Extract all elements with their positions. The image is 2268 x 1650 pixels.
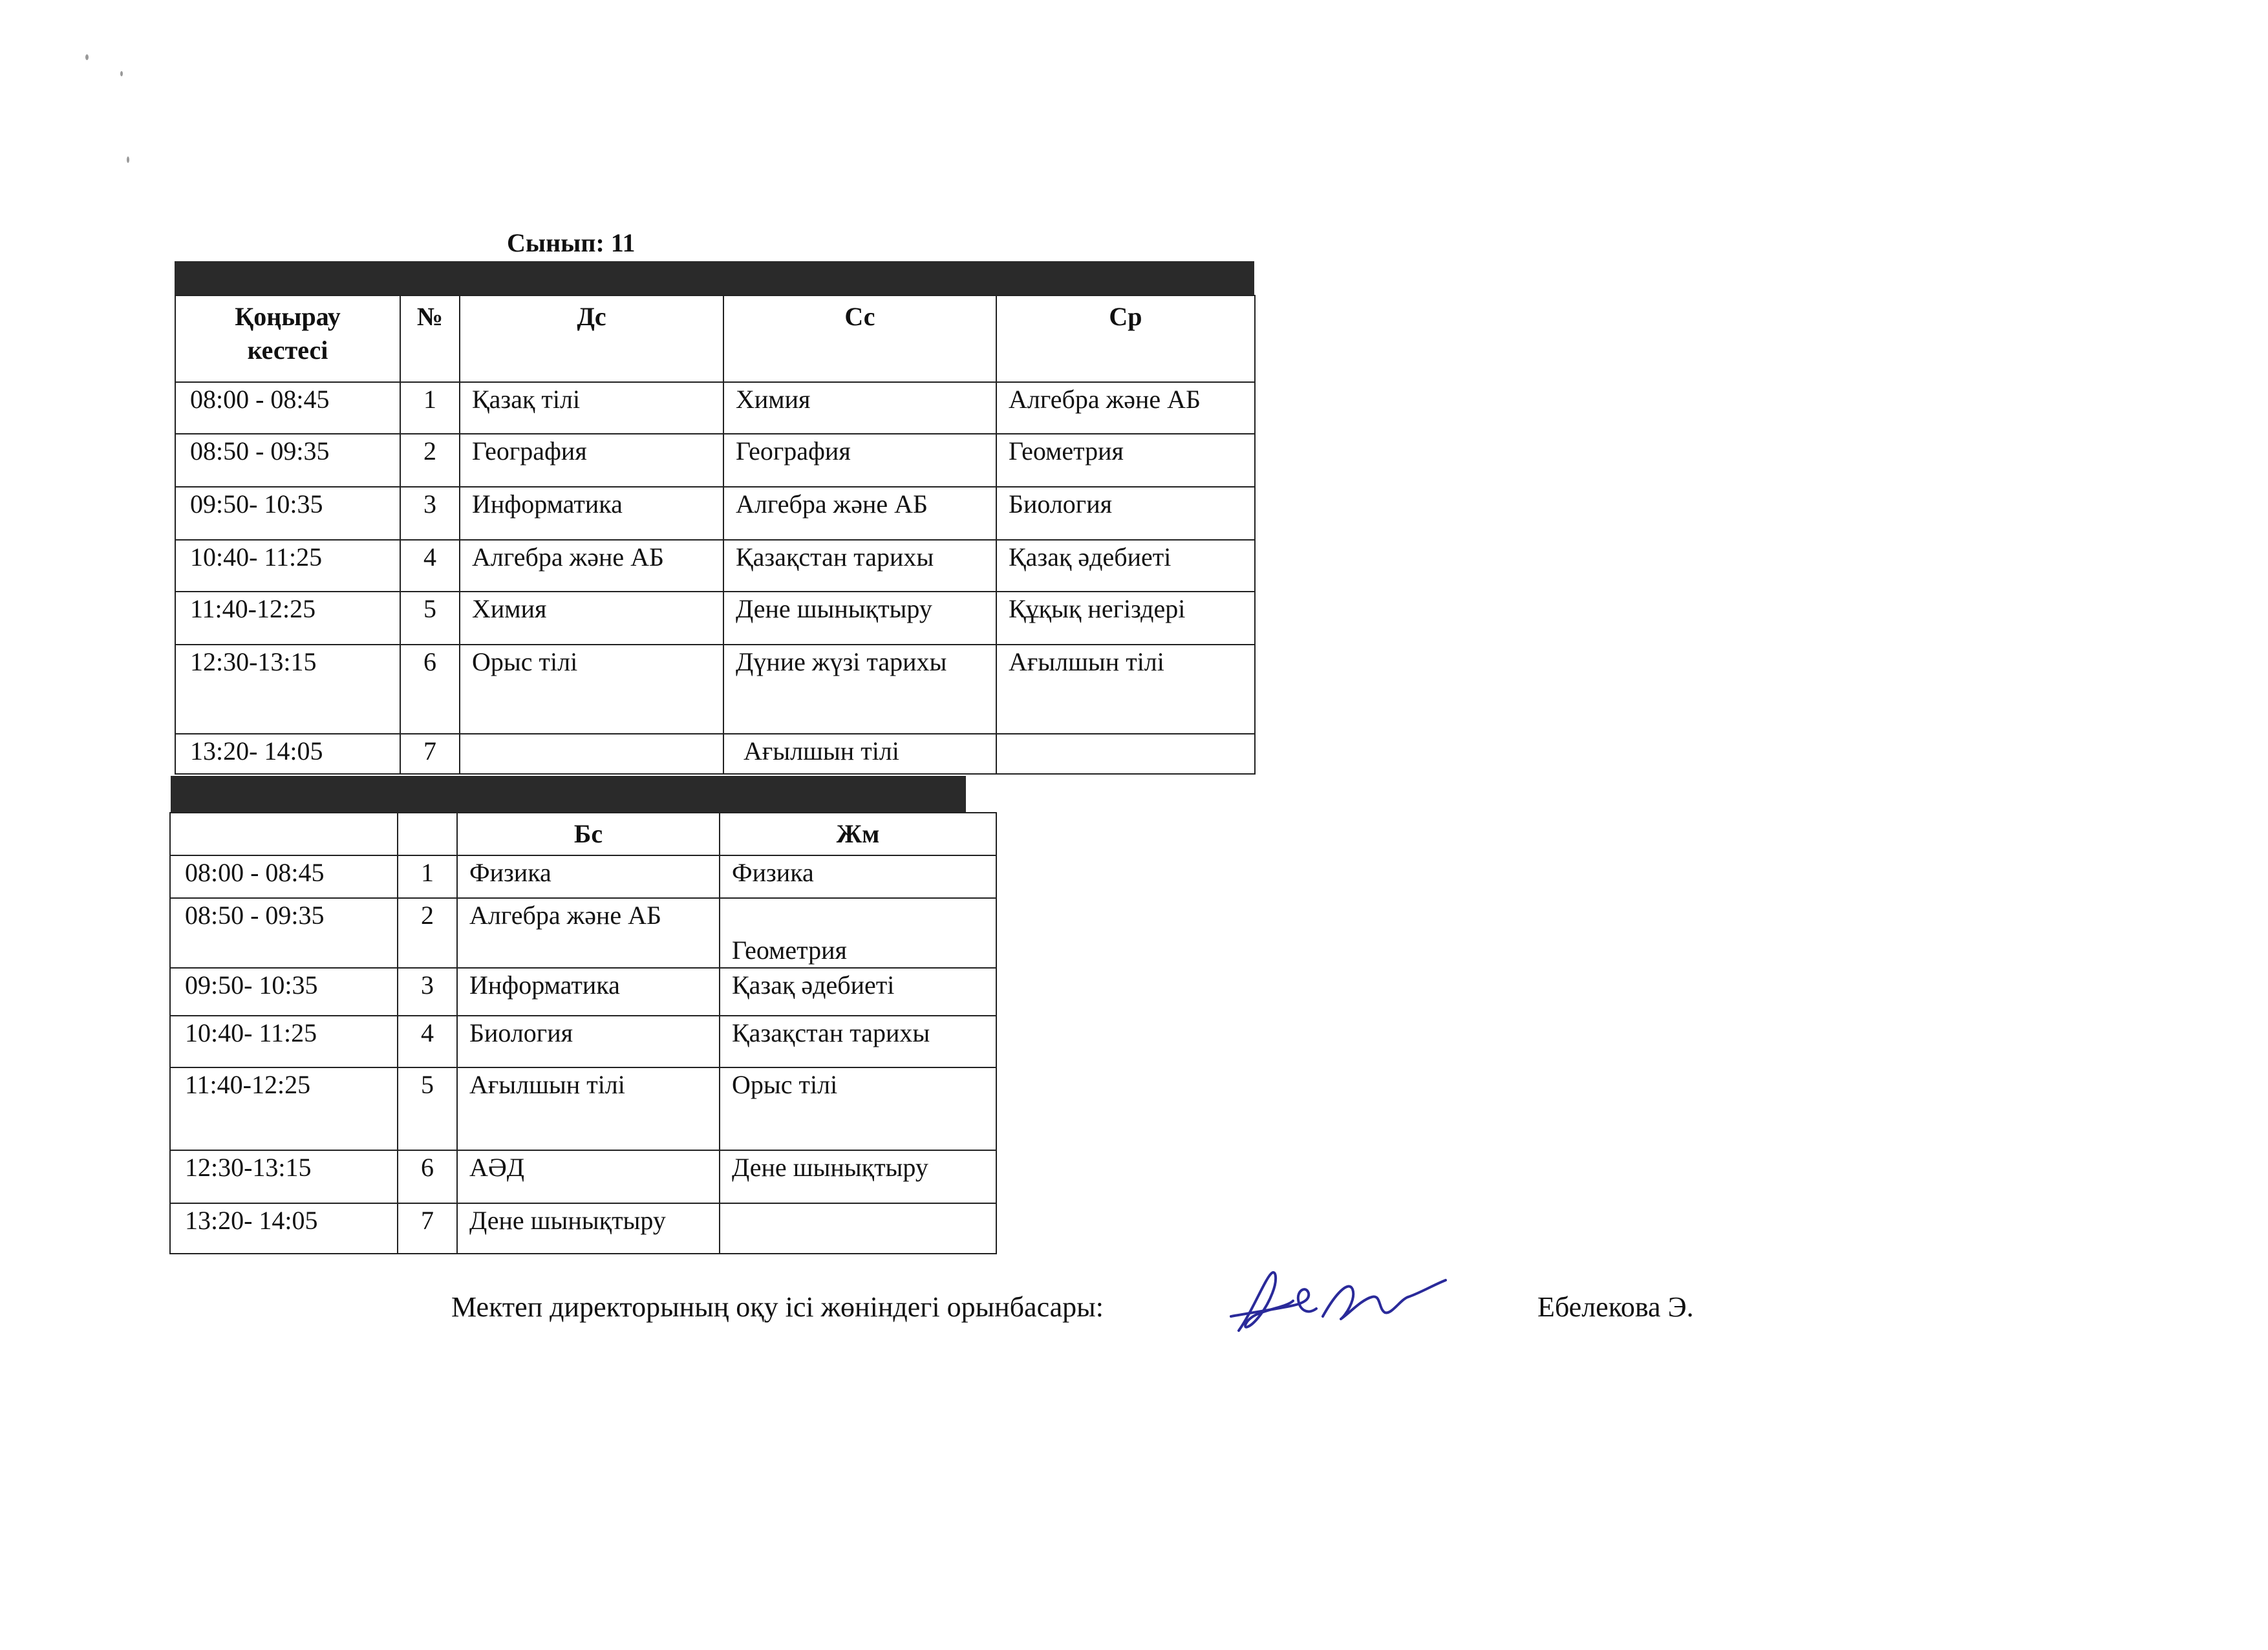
subject-cell: Информатика: [457, 968, 720, 1016]
lesson-number-cell: 2: [398, 898, 457, 968]
table-row: [170, 855, 996, 898]
time-cell: 09:50- 10:35: [170, 968, 398, 1016]
subject-cell: География: [723, 434, 996, 487]
time-cell: 08:50 - 09:35: [175, 434, 400, 487]
table-row: [170, 1150, 996, 1203]
scan-speck: [85, 54, 89, 60]
subject-cell: [460, 734, 723, 774]
subject-cell: Физика: [457, 855, 720, 898]
lesson-number-cell: 4: [400, 540, 460, 592]
time-cell: 08:00 - 08:45: [175, 382, 400, 434]
table-row: [170, 898, 996, 968]
lesson-number-cell: 1: [398, 855, 457, 898]
table-row: [170, 1067, 996, 1150]
column-header-fri: Жм: [720, 813, 996, 855]
column-header-wed: Ср: [996, 295, 1255, 382]
subject-cell: Химия: [723, 382, 996, 434]
class-title: Сынып: 11: [507, 228, 636, 257]
column-header-tue: Сс: [723, 295, 996, 382]
lesson-number-cell: 3: [400, 487, 460, 540]
subject-cell: Алгебра және АБ: [996, 382, 1255, 434]
time-cell: 09:50- 10:35: [175, 487, 400, 540]
signatory-name: Ебелекова Э.: [1537, 1291, 1694, 1323]
time-cell: 12:30-13:15: [170, 1150, 398, 1203]
column-header-bell-schedule: Қоңырау кестесі: [175, 295, 400, 382]
lesson-number-cell: 7: [400, 734, 460, 774]
table-row: [170, 968, 996, 1016]
table-row: [175, 540, 1255, 592]
deputy-director-label: Мектеп директорының оқу ісі жөніндегі орынбасары:: [451, 1291, 1104, 1323]
subject-cell: География: [460, 434, 723, 487]
subject-cell: Дене шынықтыру: [457, 1203, 720, 1254]
subject-cell: Ағылшын тілі: [996, 645, 1255, 734]
subject-cell: Қазақ тілі: [460, 382, 723, 434]
subject-cell: Алгебра және АБ: [723, 487, 996, 540]
subject-cell: Алгебра және АБ: [457, 898, 720, 968]
subject-cell: Қазақ әдебиеті: [996, 540, 1255, 592]
time-cell: 13:20- 14:05: [175, 734, 400, 774]
lesson-number-cell: 4: [398, 1016, 457, 1067]
subject-cell: Физика: [720, 855, 996, 898]
subject-cell: Геометрия: [996, 434, 1255, 487]
column-header-number: №: [400, 295, 460, 382]
subject-cell: Информатика: [460, 487, 723, 540]
table-row: [175, 734, 1255, 774]
subject-cell: Қазақстан тарихы: [720, 1016, 996, 1067]
table1-header-row: [175, 295, 1255, 382]
time-cell: 13:20- 14:05: [170, 1203, 398, 1254]
lesson-number-cell: 5: [400, 592, 460, 645]
table2-header-row: [170, 813, 996, 855]
subject-cell: Қазақ әдебиеті: [720, 968, 996, 1016]
time-cell: 12:30-13:15: [175, 645, 400, 734]
column-header-bell-schedule: [170, 813, 398, 855]
subject-cell: Орыс тілі: [720, 1067, 996, 1150]
subject-cell: Биология: [996, 487, 1255, 540]
subject-cell: [720, 1203, 996, 1254]
subject-cell: Орыс тілі: [460, 645, 723, 734]
time-cell: 10:40- 11:25: [175, 540, 400, 592]
subject-cell: Дене шынықтыру: [720, 1150, 996, 1203]
lesson-number-cell: 6: [398, 1150, 457, 1203]
time-cell: 11:40-12:25: [170, 1067, 398, 1150]
subject-cell: АӘД: [457, 1150, 720, 1203]
table1-header-band: [175, 261, 1254, 295]
lesson-number-cell: 6: [400, 645, 460, 734]
schedule-table-1: [175, 295, 1256, 775]
time-cell: 11:40-12:25: [175, 592, 400, 645]
time-cell: 08:50 - 09:35: [170, 898, 398, 968]
subject-cell: Дене шынықтыру: [723, 592, 996, 645]
lesson-number-cell: 2: [400, 434, 460, 487]
table2-header-band: [171, 776, 966, 812]
time-cell: 08:00 - 08:45: [170, 855, 398, 898]
signature: [1226, 1254, 1465, 1345]
lesson-number-cell: 7: [398, 1203, 457, 1254]
table-row: [175, 592, 1255, 645]
table-row: [175, 487, 1255, 540]
table-row: [170, 1016, 996, 1067]
scan-speck: [127, 156, 129, 163]
subject-cell: Дүние жүзі тарихы: [723, 645, 996, 734]
lesson-number-cell: 3: [398, 968, 457, 1016]
table-row: [175, 645, 1255, 734]
table-row: [175, 382, 1255, 434]
time-cell: 10:40- 11:25: [170, 1016, 398, 1067]
column-header-mon: Дс: [460, 295, 723, 382]
subject-cell: Ағылшын тілі: [723, 734, 996, 774]
subject-cell: Биология: [457, 1016, 720, 1067]
subject-cell: Химия: [460, 592, 723, 645]
subject-cell: Геометрия: [720, 898, 996, 968]
subject-cell: Құқық негіздері: [996, 592, 1255, 645]
subject-cell: [996, 734, 1255, 774]
schedule-table-2: [169, 812, 997, 1254]
table-row: [170, 1203, 996, 1254]
column-header-number: [398, 813, 457, 855]
table-row: [175, 434, 1255, 487]
column-header-thu: Бс: [457, 813, 720, 855]
scan-speck: [120, 71, 123, 76]
lesson-number-cell: 5: [398, 1067, 457, 1150]
subject-cell: Алгебра және АБ: [460, 540, 723, 592]
subject-cell: Қазақстан тарихы: [723, 540, 996, 592]
lesson-number-cell: 1: [400, 382, 460, 434]
subject-cell: Ағылшын тілі: [457, 1067, 720, 1150]
